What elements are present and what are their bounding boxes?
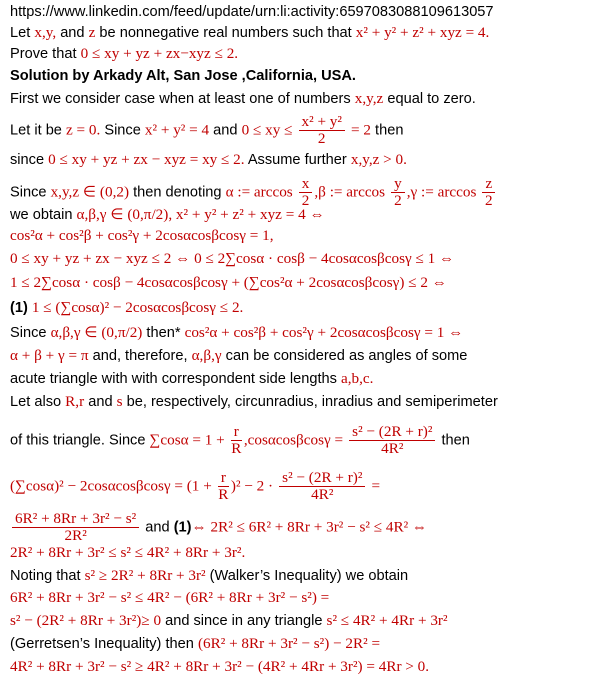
- math: s² ≥ 2R² + 8Rr + 3r²: [84, 567, 206, 584]
- math: α,β,γ ∈ (0,π/2): [50, 324, 143, 341]
- proof-line: [10, 323, 463, 343]
- math: (6R² + 8Rr + 3r² − s²) − 2R² =: [197, 635, 381, 652]
- math: ∑cosα = 1 +: [149, 431, 225, 449]
- text: First we consider case when at least one of numbers: [10, 91, 355, 107]
- fraction-numerator: s² − (2R + r)²: [349, 424, 435, 441]
- proof-line: [10, 369, 373, 389]
- math: s² − (2R² + 8Rr + 3r²)≥ 0: [10, 612, 162, 629]
- text: since: [10, 152, 49, 168]
- fraction-denominator: 4R²: [381, 440, 404, 457]
- text: Since: [100, 122, 145, 139]
- math: α,β,γ: [191, 347, 222, 364]
- url-text: https://www.linkedin.com/feed/update/urn:li:activity:6597083088109613057: [10, 4, 494, 20]
- math: α + β + γ = π: [10, 347, 89, 364]
- math: x,y,z: [354, 90, 384, 107]
- text: be nonnegative real numbers such that: [95, 25, 356, 41]
- text: Assume further: [244, 152, 351, 168]
- text: then denoting: [129, 184, 226, 201]
- math: 0 ≤ xy + yz + zx − xyz = xy ≤ 2.: [48, 151, 245, 168]
- fraction-numerator: s² − (2R + r)²: [279, 470, 365, 487]
- math: α,β,γ ∈ (0,π/2), x² + y² + z² + xyz = 4 ⇔: [76, 206, 325, 223]
- proof-line: [10, 424, 470, 457]
- fraction-denominator: R: [231, 440, 242, 457]
- math: 2R² + 8Rr + 3r² ≤ s² ≤ 4R² + 8Rr + 3r².: [10, 544, 246, 561]
- math: 1 ≤ 2∑cosα · cosβ − 4cosαcosβcosγ + (∑cos²α + 2cosαcosβcosγ) ≤ 2 ⇔: [10, 274, 447, 291]
- math: x² + y² + z² + xyz = 4.: [355, 24, 490, 41]
- math: x,y,: [34, 24, 57, 41]
- text: then: [441, 432, 470, 449]
- math: x,y,z > 0.: [350, 151, 407, 168]
- text: then: [370, 122, 404, 139]
- text: and: [145, 519, 174, 536]
- fraction: [231, 424, 242, 457]
- proof-line: [10, 392, 498, 412]
- proof-line: [10, 470, 380, 503]
- equation-label: (1): [10, 300, 28, 316]
- math: x,y,z ∈ (0,2): [50, 183, 130, 201]
- math: z: [88, 24, 96, 41]
- text: can be considered as angles of some: [221, 348, 468, 364]
- fraction-numerator: z: [482, 176, 495, 193]
- proof-line: [10, 511, 427, 544]
- text: acute triangle with with correspondent side lengths: [10, 371, 341, 387]
- source-url: [10, 2, 494, 22]
- text: Since: [10, 184, 51, 201]
- math: )² − 2 ·: [230, 477, 274, 495]
- math: s: [116, 393, 123, 410]
- fraction-denominator: 2: [317, 130, 326, 147]
- text: and since in any triangle: [161, 613, 327, 629]
- proof-line: [10, 634, 380, 654]
- proof-line: [10, 273, 447, 293]
- math: ⇔ 2R² ≤ 6R² + 8Rr + 3r² − s² ≤ 4R² ⇔: [191, 518, 428, 536]
- fraction-numerator: r: [218, 470, 229, 487]
- fraction: [279, 470, 365, 503]
- math: 0 ≤ xy + yz + zx−xyz ≤ 2.: [80, 45, 239, 62]
- math: x² + y² = 4: [144, 121, 210, 139]
- proof-line: [10, 657, 429, 677]
- math: cos²α + cos²β + cos²γ + 2cosαcosβcosγ = 1 ⇔: [184, 324, 464, 341]
- text: Prove that: [10, 46, 81, 62]
- math: z = 0.: [65, 121, 101, 139]
- problem-statement-line-2: [10, 44, 238, 64]
- proof-line: [10, 566, 408, 586]
- text: (Walker’s Inequality) we obtain: [205, 568, 409, 584]
- text: equal to zero.: [383, 91, 476, 107]
- text: Noting that: [10, 568, 85, 584]
- solution-author-heading: [10, 66, 356, 86]
- fraction-denominator: R: [218, 486, 229, 503]
- proof-line: [10, 205, 325, 225]
- fraction: [349, 424, 435, 457]
- math: =: [371, 477, 381, 495]
- text: (Gerretsen’s Inequality) then: [10, 636, 198, 652]
- fraction: [482, 176, 495, 209]
- fraction-numerator: y: [391, 176, 405, 193]
- math: 6R² + 8Rr + 3r² − s² ≤ 4R² − (6R² + 8Rr + 3r² − s²) =: [10, 589, 330, 606]
- text: and: [84, 394, 117, 410]
- proof-line: [10, 150, 407, 170]
- text: be, respectively, circunradius, inradius and semiperimeter: [122, 394, 498, 410]
- text: and, therefore,: [88, 348, 192, 364]
- text: and: [209, 122, 242, 139]
- math: 4R² + 8Rr + 3r² − s² ≥ 4R² + 8Rr + 3r² − (4R² + 4Rr + 3r²) = 4Rr > 0.: [10, 658, 430, 675]
- proof-line: [10, 89, 476, 109]
- math: 0 ≤ xy + yz + zx − xyz ≤ 2 ⇔ 0 ≤ 2∑cosα · cosβ − 4cosαcosβcosγ ≤ 1 ⇔: [10, 250, 455, 267]
- math: = 2: [351, 121, 371, 139]
- math: cos²α + cos²β + cos²γ + 2cosαcosβcosγ = 1,: [10, 227, 274, 244]
- math: ,γ := arccos: [406, 183, 477, 201]
- fraction-denominator: 2: [394, 192, 402, 209]
- proof-line: [10, 226, 274, 246]
- math: ,cosαcosβcosγ =: [243, 431, 344, 449]
- equation-label: (1): [173, 519, 192, 536]
- math: R,r: [65, 393, 85, 410]
- fraction-numerator: x: [299, 176, 313, 193]
- fraction: [391, 176, 405, 209]
- math: ,β := arccos: [314, 183, 386, 201]
- proof-line: [10, 298, 243, 318]
- math: (∑cosα)² − 2cosαcosβcosγ = (1 +: [10, 477, 212, 495]
- text: of this triangle. Since: [10, 432, 150, 449]
- proof-line: [10, 611, 448, 631]
- heading-text: Solution by Arkady Alt, San Jose ,California, USA.: [10, 68, 356, 84]
- fraction-numerator: 6R² + 8Rr + 3r² − s²: [12, 511, 139, 528]
- proof-line: [10, 346, 467, 366]
- fraction-denominator: 2: [485, 192, 493, 209]
- math: 0 ≤ xy ≤: [241, 121, 293, 139]
- fraction-numerator: r: [231, 424, 242, 441]
- proof-line: [10, 588, 329, 608]
- proof-line: [10, 543, 245, 563]
- text: Since: [10, 325, 51, 341]
- text: and: [56, 25, 89, 41]
- math: α := arccos: [225, 183, 293, 201]
- fraction-denominator: 4R²: [311, 486, 334, 503]
- fraction: [12, 511, 139, 544]
- proof-line: [10, 249, 454, 269]
- text: Let it be: [10, 122, 66, 139]
- fraction-denominator: 2: [301, 192, 310, 209]
- math: s² ≤ 4R² + 4Rr + 3r²: [326, 612, 448, 629]
- text: Let also: [10, 394, 66, 410]
- math: a,b,c.: [340, 370, 374, 387]
- text: we obtain: [10, 207, 77, 223]
- math: 1 ≤ (∑cosα)² − 2cosαcosβcosγ ≤ 2.: [31, 299, 244, 316]
- text: then*: [142, 325, 185, 341]
- fraction: [218, 470, 229, 503]
- proof-line: [10, 114, 403, 147]
- text: Let: [10, 25, 35, 41]
- fraction-numerator: x² + y²: [299, 114, 345, 131]
- fraction-denominator: 2R²: [64, 527, 87, 544]
- problem-statement-line-1: [10, 23, 489, 43]
- fraction: [299, 114, 345, 147]
